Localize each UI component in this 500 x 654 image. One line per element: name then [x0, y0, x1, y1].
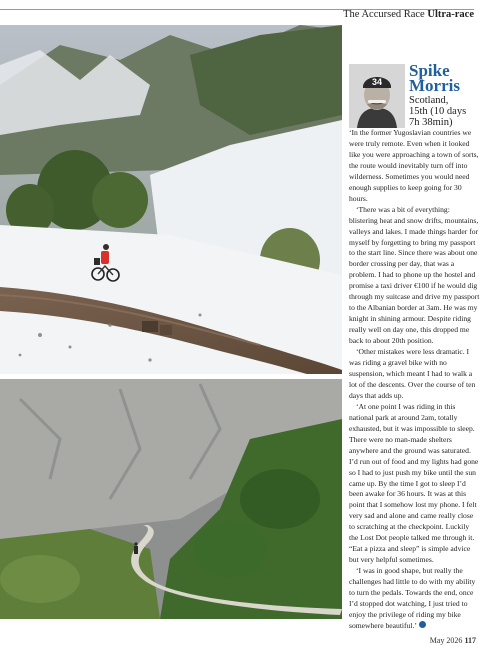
article-paragraph: ‘At one point I was riding in this national park at around 2am, totally exhausted, but it was impossible to sleep. There were no man-made shelters anywhere and the ground was saturated. I’d run out of food and my lights had gone so I had to just push my bike until the sun came up. By the time I got to sleep I’d been awake for 36 hours. It was at this point that I somehow lost my phone. I felt very sad and alone and came really close to scratching at the checkpoint. Luckily the Lost Dot people talked me through it. “Eat a pizza and sleep” is simple advice but very helpful sometimes.	[349, 401, 479, 565]
photo-valley-road	[0, 379, 342, 619]
section-title: The Accursed Race	[343, 9, 425, 20]
rider-result	[409, 95, 466, 128]
article-paragraph: ‘In the former Yugoslavian countries we were truly remote. Even when it looked like you were approaching a town of sorts, the route would inevitably turn off into wilderness. Sometimes you would need enough supplies to keep going for 30 hours.	[349, 128, 479, 203]
section-header	[343, 9, 474, 20]
issue-date: May 2026	[429, 636, 463, 645]
end-of-article-dot-icon	[419, 621, 426, 628]
rider-profile	[349, 61, 479, 128]
page-folio	[430, 636, 476, 645]
article-paragraph: ‘There was a bit of everything: blistering heat and snow drifts, mountains, valleys and lakes. I made things harder for myself by forgetting to bring my passport to the start line. Since there was about one border crossing per day, that was a problem. I had to phone up the hostel and promise a taxi driver €100 if he would dig through my suitcase and drive my passport to the Albanian border at 3am. He was my knight in shining armour. Despite riding really well on day one, this dropped me back to about 20th position.	[349, 204, 480, 346]
rider-last-name: Morris	[409, 76, 460, 95]
rider-placing: 15th (10 days	[409, 106, 467, 117]
rider-name	[409, 63, 460, 93]
article-body	[349, 128, 480, 632]
rider-first-name: Spike	[409, 61, 450, 80]
section-tag: Ultra-race	[427, 9, 474, 20]
page-number: 117	[464, 636, 476, 645]
article-paragraph: ‘Other mistakes were less dramatic. I was riding a gravel bike with no suspension, which meant I had to walk a lot of the descents. Over the course of ten days that adds up.	[349, 347, 476, 400]
rider-avatar	[349, 64, 405, 128]
rider-country: Scotland,	[409, 95, 449, 106]
article-paragraph-text: ‘I was in good shape, but really the challenges had little to do with my ability to turn the pedals. Towards the end, once I’d stopped dot watching, I just tried to enjoy the privilege of riding my bike somewhere beautiful.’	[349, 566, 476, 630]
rider-time: 7h 38min)	[409, 117, 453, 128]
jersey-number: 34	[371, 77, 383, 87]
photo-snowy-track	[0, 25, 342, 374]
article-paragraph-last	[349, 566, 480, 632]
